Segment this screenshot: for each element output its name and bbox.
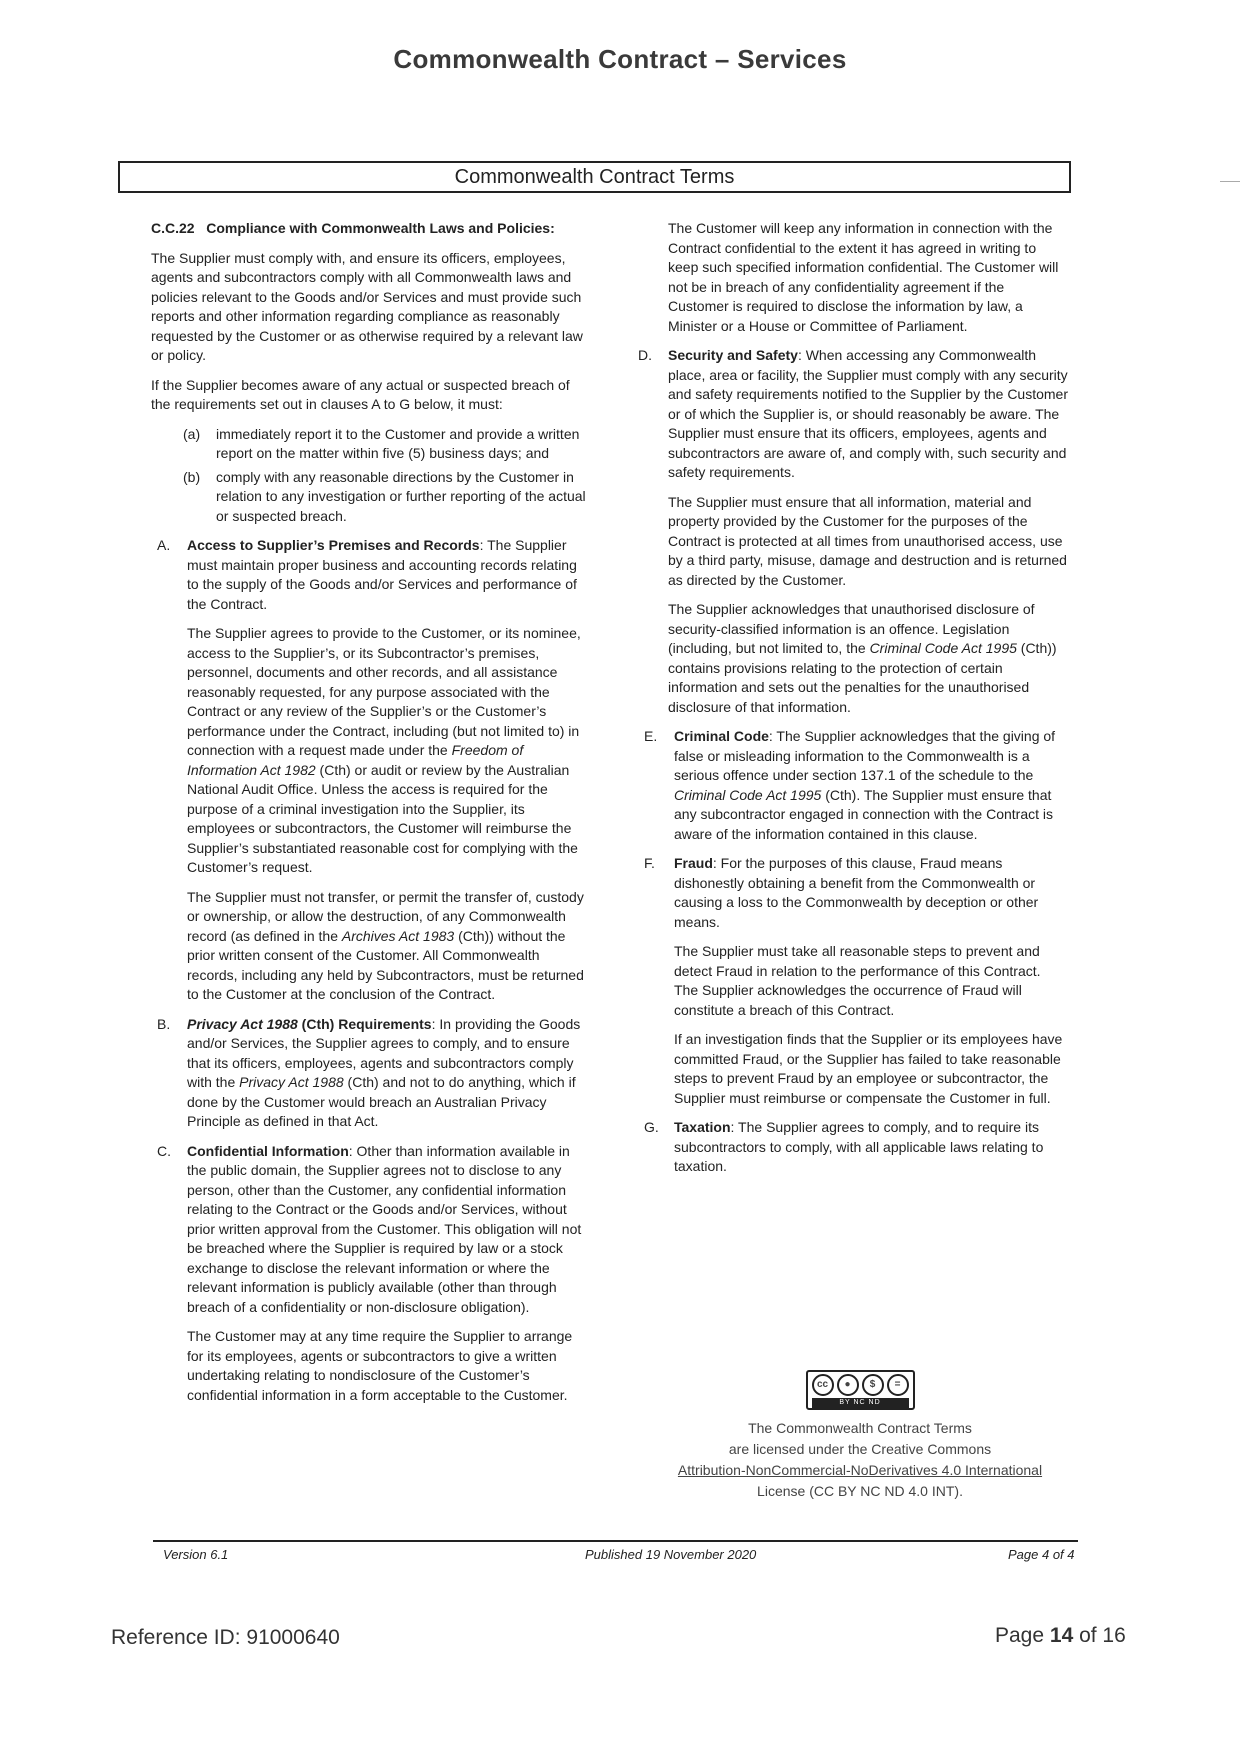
clause-paragraph-2: If the Supplier becomes aware of any actual or suspected breach of the requirements set out in clauses A to G below, it must: [151,376,570,412]
section-a-paragraph-3 [187,888,591,1005]
section-a-letter: A. [157,537,171,553]
section-a-text: : The Supplier must maintain proper business and accounting records relating to the supply of the Goods and/or Services and performance of the Contract. [187,537,577,612]
section-d-p3-start: The Supplier acknowledges that unauthorised disclosure of security-classified information is an offence. Legislation (including, but not limited to, the [668,601,1035,656]
section-a-heading: Access to Supplier’s Premises and Records [187,537,480,553]
section-f-letter: F. [644,855,655,871]
footer-divider [153,1540,1078,1542]
section-b-text-end: (Cth) and not to do anything, which if done by the Customer would breach an Australian Privacy Principle as defined in that Act. [187,1074,576,1129]
section-d-text: : When accessing any Commonwealth place, area or facility, the Supplier must comply with any security and safety requirements notified to the Supplier by the Customer or of which the Supplier is, or should reasonably be aware. The Supplier must ensure that its officers, employees, agents and subcontractors are aware of, and comply with, such security and safety requirements. [668,347,1068,480]
section-g-paragraph [674,1118,1068,1177]
section-d [632,346,1068,717]
license-link[interactable]: Attribution-NonCommercial-NoDerivatives 4.0 International [677,1462,1043,1478]
section-c-paragraph-1 [187,1142,591,1318]
document-title: Commonwealth Contract – Services [393,44,847,74]
criminal-code-act-title-e: Criminal Code Act 1995 [674,786,822,803]
cc-license-badge [806,1370,915,1410]
section-c-continued: The Customer will keep any information in connection with the Contract confidential to the extent it has agreed in writing to keep such specified information confidential. The Customer will not be in breach of any confidentiality agreement if the Customer is required to disclose the information by law, a Minister or a House or Committee of Parliament. [668,220,1059,334]
section-f-paragraph-3: If an investigation finds that the Supplier or its employees have committed Fraud, or the Supplier has failed to take reasonable steps to prevent Fraud by an employee or subcontractor, the Supplier must reimburse or compensate the Customer in full. [674,1031,1063,1106]
footer-version: Version 6.1 [163,1547,229,1562]
section-f-paragraph-2: The Supplier must take all reasonable steps to prevent and detect Fraud in relation to the performance of this Contract. The Supplier acknowledges the occurrence of Fraud will constitute a breach of this Contract. [674,943,1041,1018]
section-f-heading: Fraud [674,855,713,871]
foi-act-title: Freedom of Information Act 1982 [187,742,524,778]
section-a-paragraph-2 [187,624,591,878]
left-column [151,219,591,1415]
reference-id: Reference ID: 91000640 [111,1626,340,1649]
section-a-p3-start: The Supplier must not transfer, or permit the transfer of, custody or ownership, or allow the destruction, of any Commonwealth record (as defined in the [187,888,584,944]
footer-published: Published 19 November 2020 [585,1547,757,1562]
section-a [151,536,591,1005]
page-counter-current: 14 [1049,1624,1074,1647]
section-g-letter: G. [644,1119,659,1135]
terms-box [118,161,1071,193]
clause-heading [151,219,591,239]
section-g-heading: Taxation [674,1119,731,1135]
section-b-heading [187,1016,432,1032]
section-b [151,1015,591,1132]
section-b-letter: B. [157,1015,171,1032]
section-c-paragraph-2: The Customer may at any time require the Supplier to arrange for its employees, agents or subcontractors to give a written undertaking relating to nondisclosure of the Customer’s confidential information in a form acceptable to the Customer. [187,1328,573,1403]
license-line-4: License (CC BY NC ND 4.0 INT). [757,1483,963,1499]
sub-item-b-text: comply with any reasonable directions by the Customer in relation to any investigation or further reporting of the actual or suspected breach. [216,468,586,524]
sub-item-b [183,468,591,527]
section-f-paragraph-1 [674,854,1068,932]
sub-item-a-text: immediately report it to the Customer and provide a written report on the matter within five (5) business days; and [216,425,580,461]
by-attribution-icon: ● [837,1374,859,1396]
section-f [638,854,1068,1108]
section-e-heading: Criminal Code [674,728,769,744]
cc-icon: cc [812,1374,834,1396]
sub-item-a-num: (a) [183,425,201,442]
edge-mark [1220,181,1240,182]
sub-item-b-num: (b) [183,468,201,485]
page-counter-suffix: of 16 [1073,1624,1126,1647]
section-a-p3-end: (Cth)) without the prior written consent of the Customer. All Commonwealth records, including any held by Subcontractors, must be returned to the Customer at the conclusion of the Contract. [187,927,584,1002]
section-e [638,727,1068,844]
noncommercial-icon: $ [862,1374,884,1396]
section-e-text-end: (Cth). The Supplier must ensure that any subcontractor engaged in connection with the Contract is aware of the information contained in this clause. [674,786,1054,842]
section-e-text-start: : The Supplier acknowledges that the giving of false or misleading information to the Commonwealth is a serious offence under section 137.1 of the schedule to the [674,728,1056,783]
section-d-heading: Security and Safety [668,347,798,363]
noderivatives-icon: = [887,1374,909,1396]
clause-paragraph-1: The Supplier must comply with, and ensure its officers, employees, agents and subcontractors comply with all Commonwealth laws and policies relevant to the Goods and/or Services and must provide such reports and other information regarding compliance as reasonably requested by the Customer or as otherwise required by a relevant law or policy. [151,249,583,363]
criminal-code-act-title: Criminal Code Act 1995 [869,640,1017,656]
clause-number: C.C.22 [151,220,195,236]
right-column [638,219,1068,1187]
section-f-text: : For the purposes of this clause, Fraud means dishonestly obtaining a benefit from the Commonwealth or causing a loss to the Commonwealth by deception or other means. [674,855,1039,930]
privacy-act-title: Privacy Act 1988 [239,1074,344,1090]
section-b-heading-rest: (Cth) Requirements [297,1015,432,1032]
license-line-2: are licensed under the Creative Commons [728,1441,992,1457]
section-a-p2-end: (Cth) or audit or review by the Australian National Audit Office. Unless the access is required for the purpose of a criminal investigation into the Supplier, its employees or subcontractors, the Customer will reimburse the Supplier’s substantiated reasonable cost for complying with the Customer’s request. [187,761,578,875]
section-g-text: : The Supplier agrees to comply, and to require its subcontractors to comply, with all applicable laws relating to taxation. [674,1119,1044,1174]
section-d-paragraph-3 [668,600,1068,717]
section-d-p3-end: (Cth)) contains provisions relating to the protection of certain information and sets out the penalties for the unauthorised disclosure of that information. [668,640,1057,715]
sub-item-a [183,425,591,464]
section-d-letter: D. [638,347,652,363]
section-e-paragraph [674,727,1068,844]
section-d-paragraph-1 [668,346,1068,483]
section-d-paragraph-2: The Supplier must ensure that all information, material and property provided by the Customer for the purposes of the Contract is protected at all times from unauthorised access, use by a third party, misuse, damage and destruction and is returned as directed by the Customer. [668,493,1067,588]
section-c [151,1142,591,1406]
section-a-paragraph-1 [187,536,591,614]
license-block [650,1370,1070,1502]
section-c-heading: Confidential Information [187,1142,349,1159]
page-counter [995,1624,1126,1648]
terms-box-label: Commonwealth Contract Terms [454,166,735,188]
cc-badge-strip: BY NC ND [812,1398,909,1408]
footer-page: Page 4 of 4 [1008,1547,1075,1562]
section-g [638,1118,1068,1177]
clause-title: Compliance with Commonwealth Laws and Policies: [206,220,555,236]
section-a-p2-start: The Supplier agrees to provide to the Customer, or its nominee, access to the Supplier’s, or its Subcontractor’s premises, personnel, documents and other records, and all assistance reasonably requested, for any purpose associated with the Contract or any review of the Supplier’s or the Customer’s performance under the Contract, including (but not limited to) in connection with a request made under the [187,625,581,758]
section-b-heading-act: Privacy Act 1988 [187,1015,298,1032]
section-b-paragraph [187,1015,591,1132]
page-counter-prefix: Page [995,1624,1050,1647]
section-c-letter: C. [157,1142,171,1159]
section-e-letter: E. [644,728,658,744]
license-line-1: The Commonwealth Contract Terms [748,1420,972,1436]
section-b-text-start: : In providing the Goods and/or Services, the Supplier agrees to comply, and to ensure that its officers, employees, agents and subcontractors comply with the [187,1015,581,1090]
section-c-text: : Other than information available in the public domain, the Supplier agrees not to disclose to any person, other than the Customer, any confidential information relating to the Contract or the Goods and/or Services, without prior written approval from the Customer. This obligation will not be breached where the Supplier is required by law or a stock exchange to disclose the relevant information or where the relevant information is publicly available (other than through breach of a confidentiality or non-disclosure obligation). [187,1142,582,1315]
archives-act-title: Archives Act 1983 [341,927,455,944]
